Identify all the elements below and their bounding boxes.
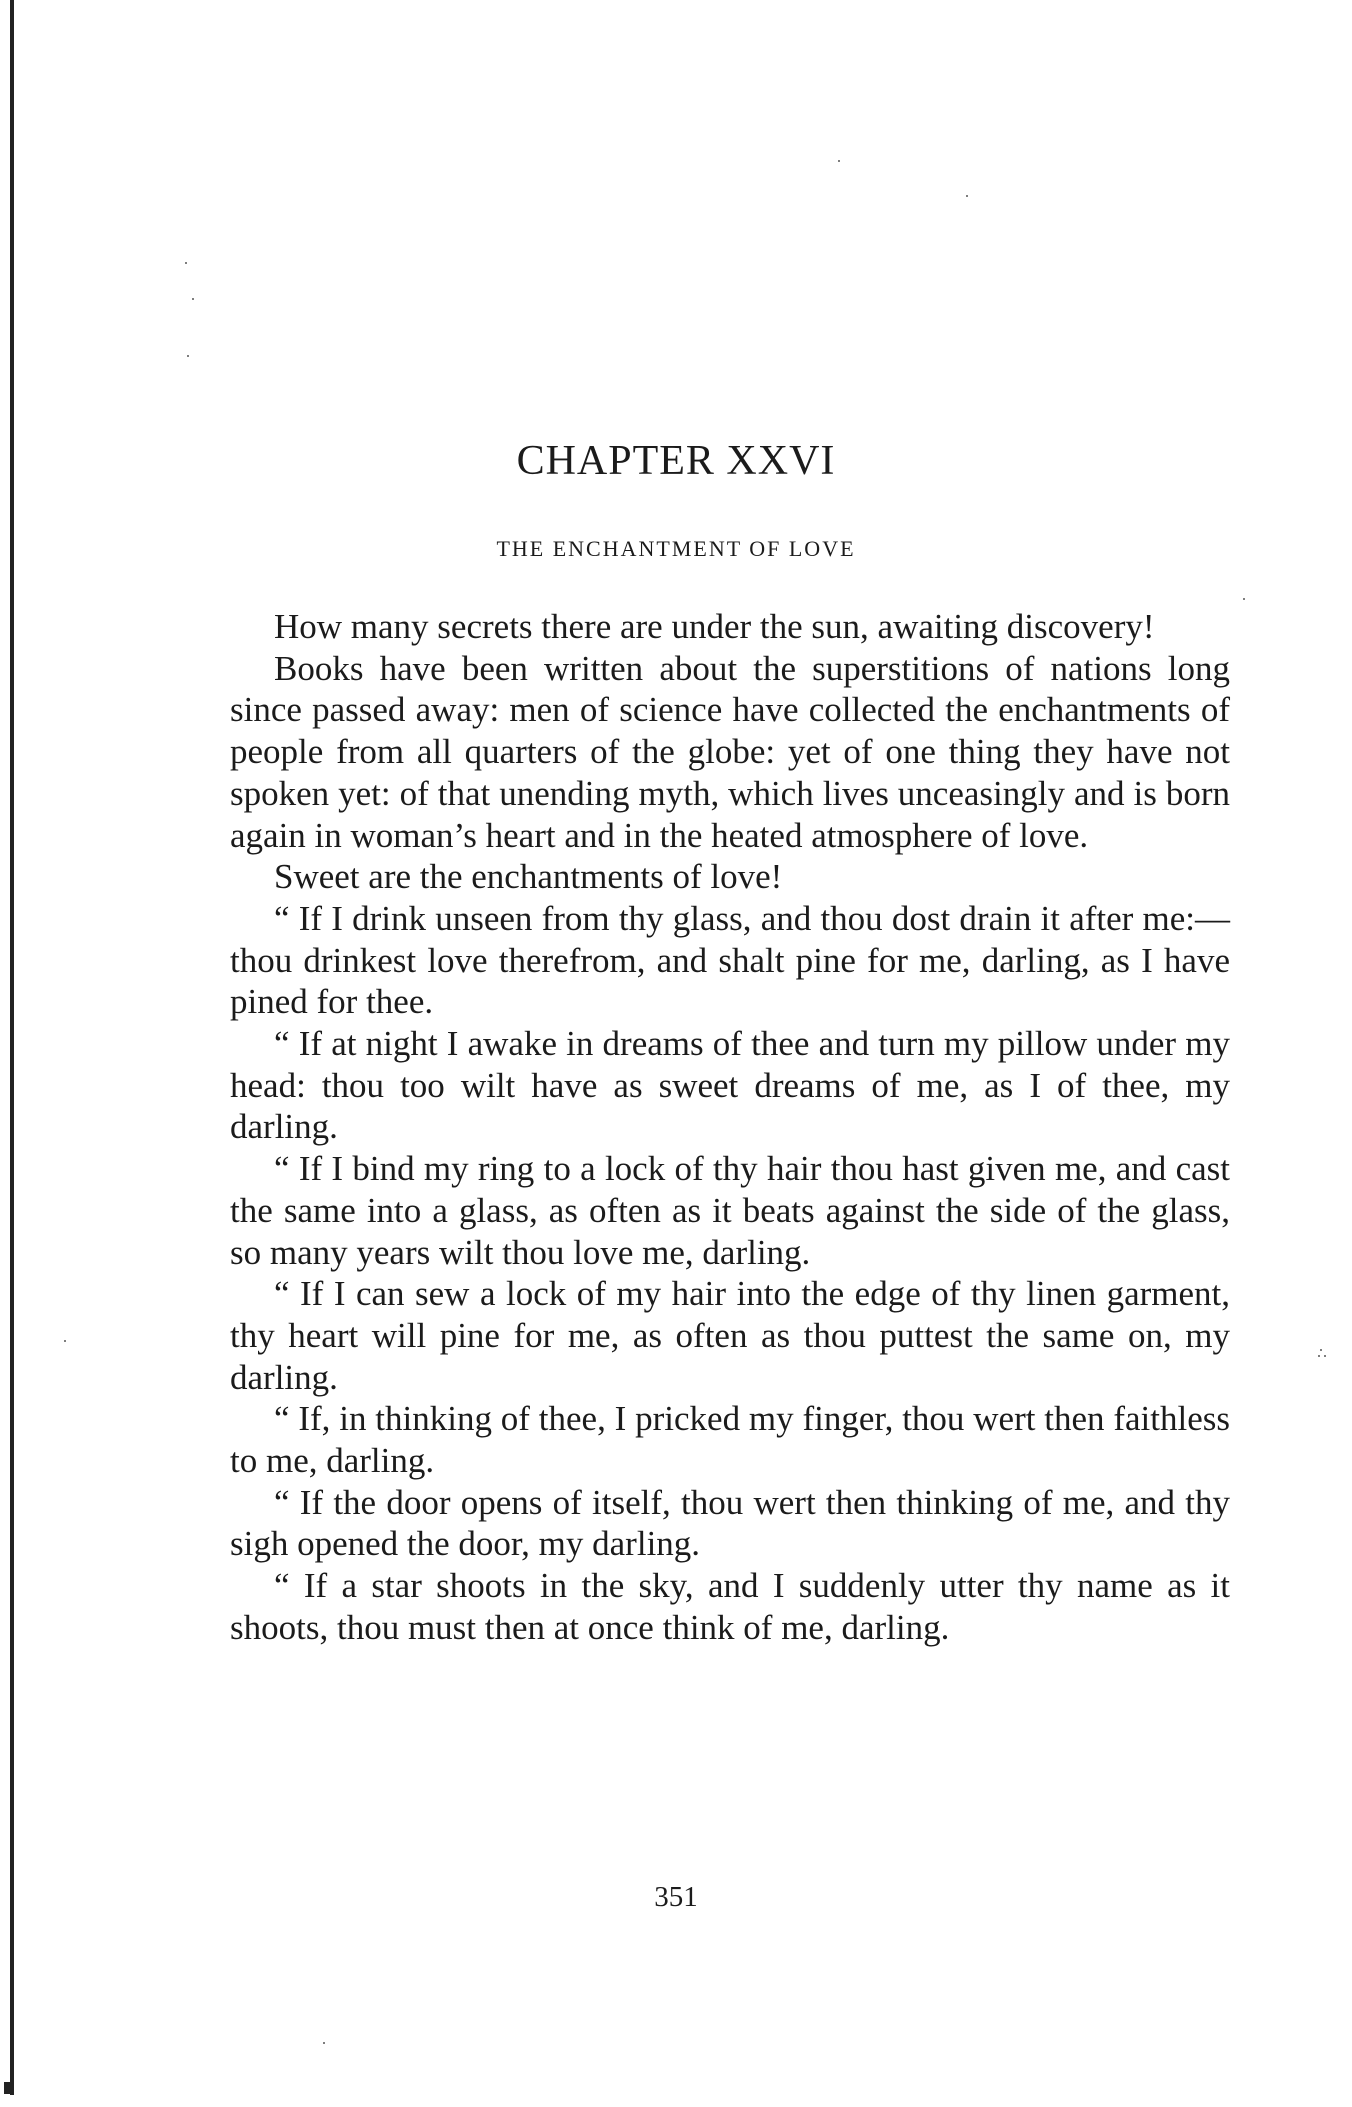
page-binding-edge (10, 0, 14, 2095)
paper-speck (1318, 1355, 1320, 1357)
paper-speck (323, 2042, 325, 2044)
paper-speck (1243, 598, 1245, 600)
page-number: 351 (654, 1881, 698, 1913)
paper-speck (192, 298, 194, 300)
paper-speck (1324, 1355, 1326, 1357)
paper-speck (966, 195, 968, 197)
paragraph: How many secrets there are under the sun, awaiting discovery! (274, 607, 1155, 646)
paragraph: “ If at night I awake in dreams of thee and turn my pillow under my head: thou too wilt have as sweet dreams of me, as I of thee, my darling. (230, 1024, 1230, 1147)
paper-speck (187, 355, 189, 357)
paper-speck (64, 1340, 66, 1342)
paragraph: Sweet are the enchantments of love! (274, 857, 783, 897)
paper-speck (185, 262, 187, 264)
paragraph: “ If I can sew a lock of my hair into the edge of thy linen garment, thy heart will pine for me, as often as thou puttest the same on, my darling. (230, 1274, 1230, 1397)
paragraph: Books have been written about the superstitions of nations long since passed away: men of science have collected the enchantments of people from all quarters of the globe: yet of one thing they have not spoken yet: of that unending myth, which lives unceasingly and is born again in woman’s heart and in the heated atmosphere of love. (230, 648, 1230, 855)
paragraph: “ If I drink unseen from thy glass, and thou dost drain it after me:—thou drinkest love therefrom, and shalt pine for me, darling, as I have pined for thee. (230, 898, 1230, 1022)
paragraph: “ If the door opens of itself, thou wert then thinking of me, and thy sigh opened the door, my darling. (230, 1482, 1230, 1564)
paragraph: “ If I bind my ring to a lock of thy hair thou hast given me, and cast the same into a glass, as often as it beats against the side of the glass, so many years wilt thou love me, darling. (230, 1149, 1230, 1272)
paper-speck (1320, 1349, 1322, 1351)
chapter-title: CHAPTER XXVI (516, 438, 836, 484)
paper-speck (838, 160, 840, 162)
paragraph: “ If, in thinking of thee, I pricked my finger, thou wert then faithless to me, darling. (230, 1399, 1230, 1481)
body-text (230, 606, 1230, 1649)
paragraph: “ If a star shoots in the sky, and I suddenly utter thy name as it shoots, thou must then at once think of me, darling. (230, 1566, 1230, 1647)
page-binding-mark (4, 2082, 14, 2094)
chapter-subtitle: THE ENCHANTMENT OF LOVE (496, 536, 856, 561)
